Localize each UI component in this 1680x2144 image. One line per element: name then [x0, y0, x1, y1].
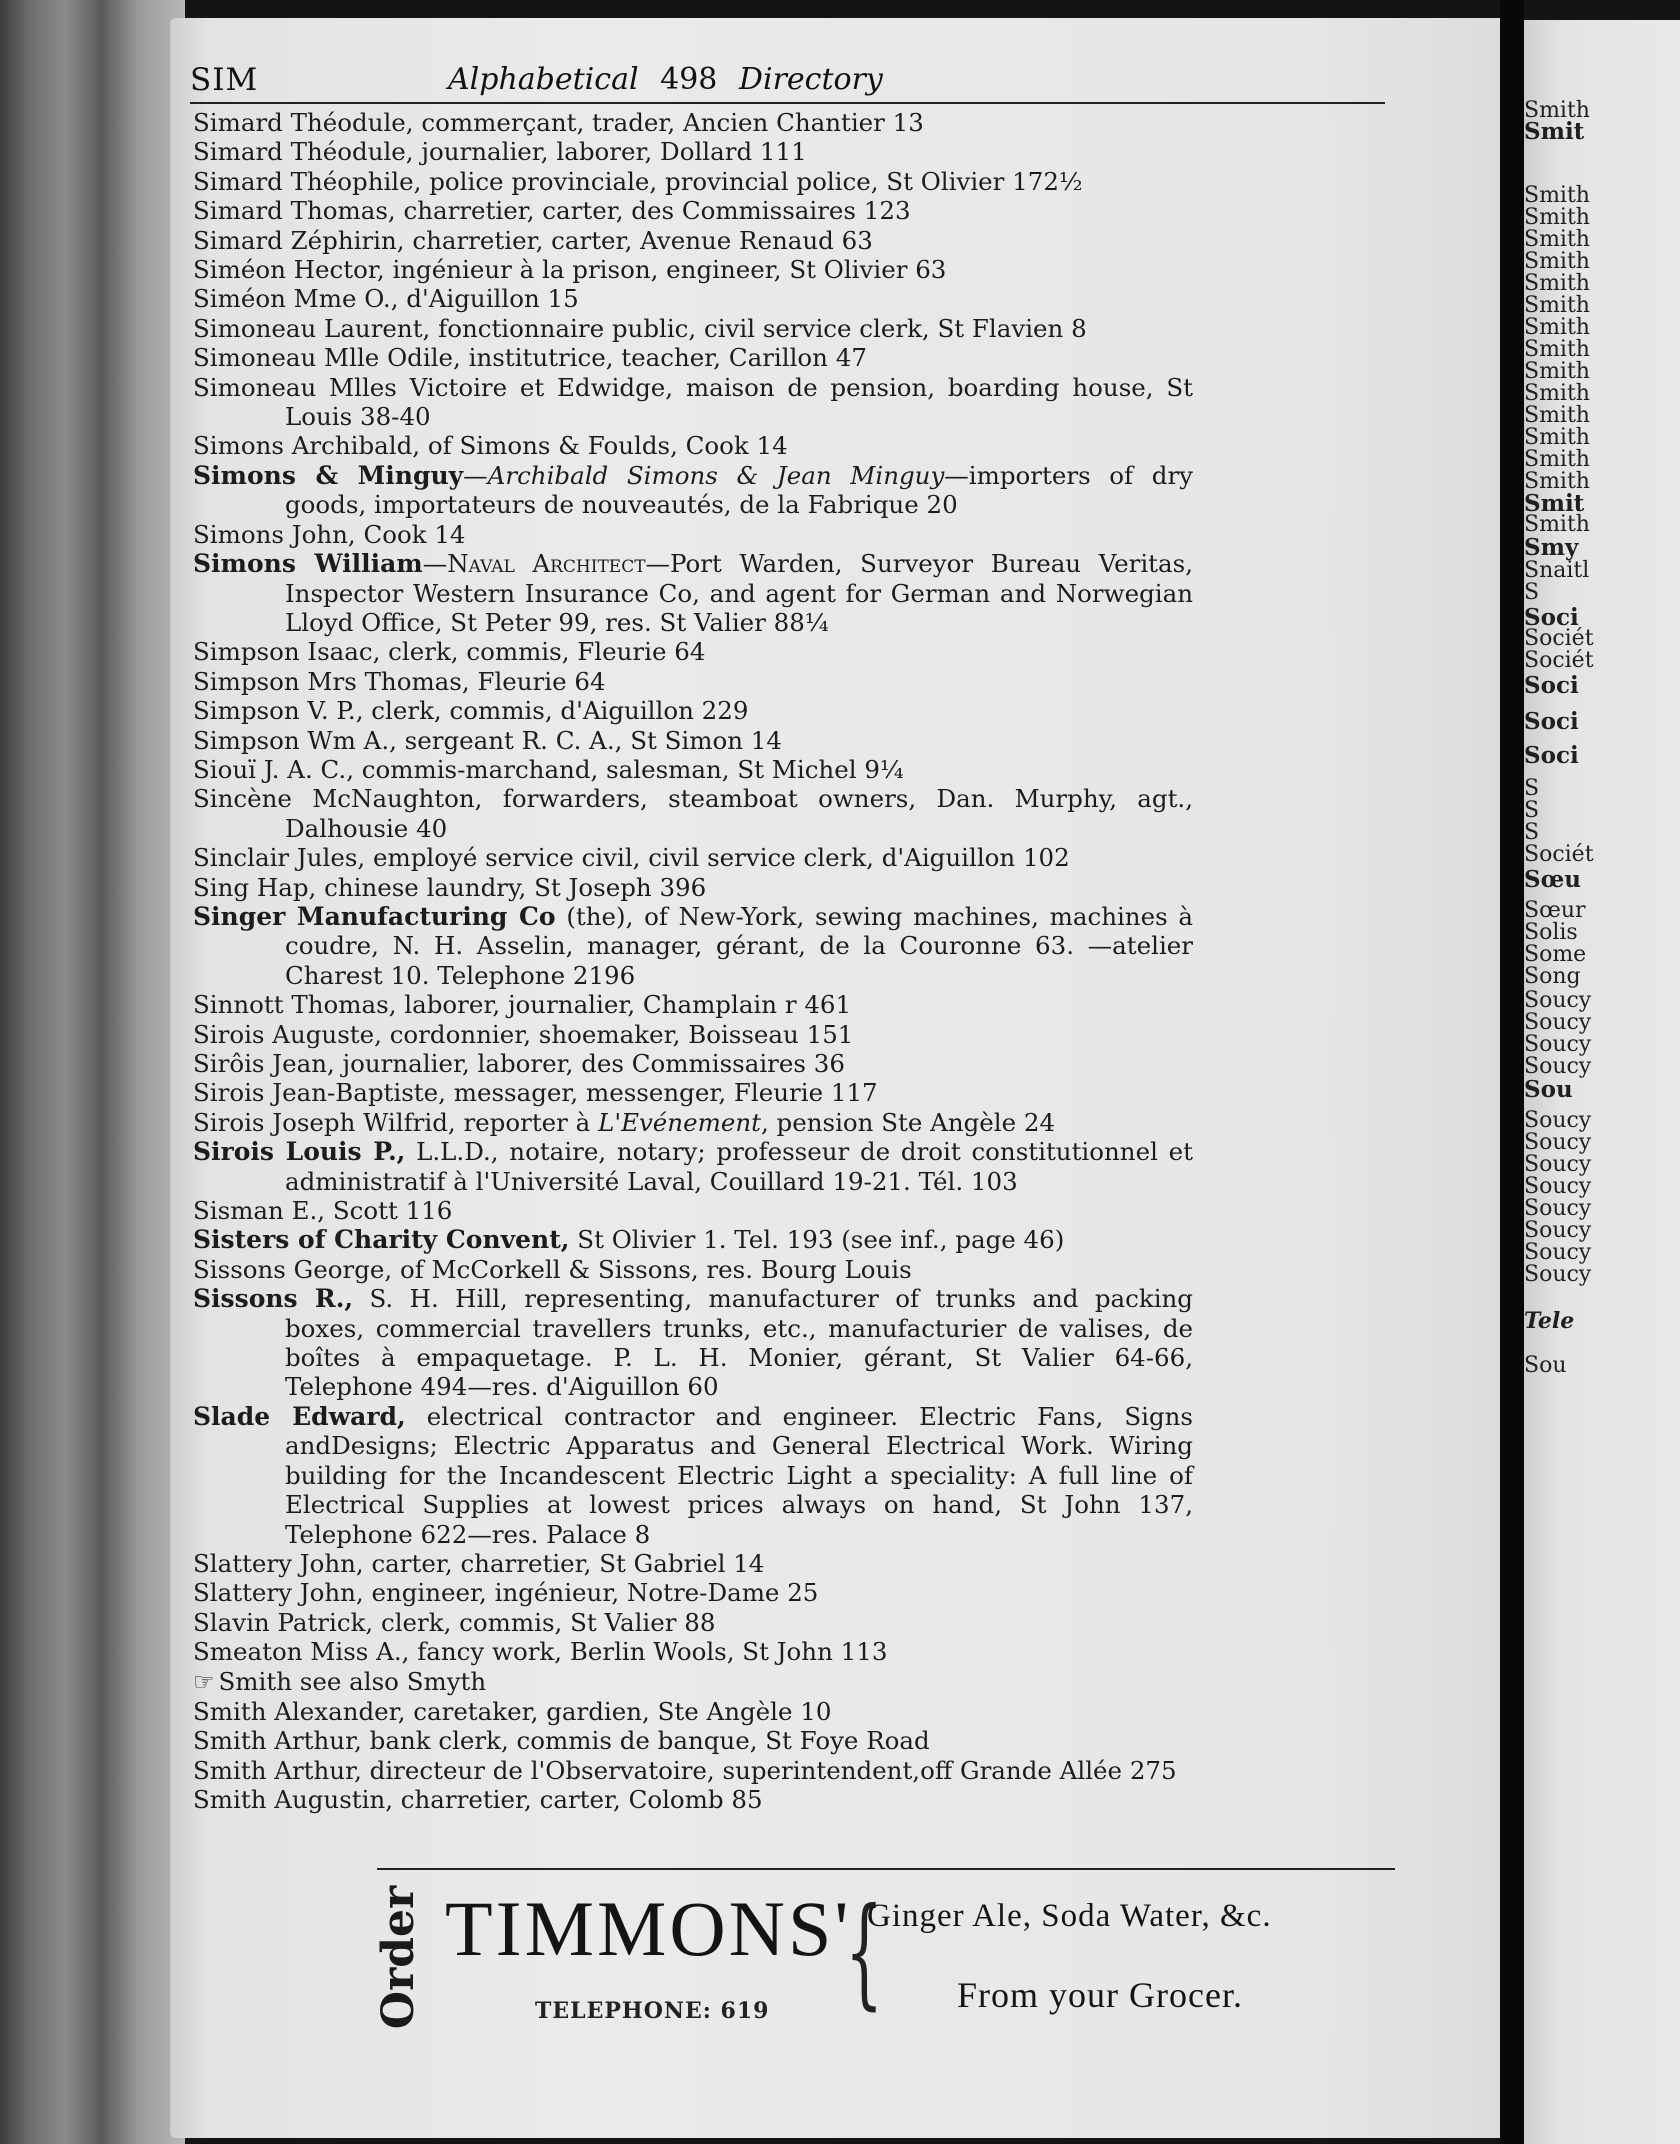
facing-page-fragment: Smith — [1524, 293, 1590, 318]
entry-text: Simons John, Cook 14 — [193, 519, 466, 549]
entry-text: Simons Archibald, of Simons & Foulds, Cook 14 — [193, 431, 788, 461]
directory-entry — [193, 1402, 1193, 1549]
ad-order-word: Order — [373, 1885, 425, 2029]
directory-entry — [193, 843, 1193, 872]
entry-text: Smith Arthur, directeur de l'Observatoire, superintendent,off Grande Allée 275 — [193, 1755, 1177, 1785]
facing-page-fragment: Soci — [1524, 742, 1579, 769]
facing-page-fragment: Sou — [1524, 1076, 1573, 1103]
entry-text: Sirois Auguste, cordonnier, shoemaker, Boisseau 151 — [193, 1019, 854, 1049]
entry-italic-text: L'Evénement — [598, 1107, 761, 1137]
facing-page-fragment: Soucy — [1524, 1108, 1592, 1133]
entry-text: , pension Ste Angèle 24 — [760, 1107, 1056, 1137]
entry-bold-name: Sisters of Charity Convent, — [193, 1225, 570, 1255]
entry-text: Simard Théodule, commerçant, trader, Ancien Chantier 13 — [193, 108, 924, 137]
facing-page-fragment: Smith — [1524, 227, 1590, 252]
directory-entry — [193, 1049, 1193, 1078]
entry-text: Port Warden, Surveyor Bureau Veritas, Inspector Western Insurance Co, and agent for German and Norwegian Lloyd Office, St Peter 99, res. St Valier 88¼ — [285, 549, 1193, 637]
entry-bold-name: Sirois Louis P., — [193, 1137, 406, 1167]
entry-text: Simpson Mrs Thomas, Fleurie 64 — [193, 666, 606, 696]
entry-bold-name: Sissons R., — [193, 1284, 354, 1314]
page-header — [190, 62, 1190, 102]
entry-text: Sisman E., Scott 116 — [193, 1196, 453, 1226]
facing-page-fragment: Soucy — [1524, 1054, 1592, 1079]
entry-text: importers of dry goods, importateurs de nouveautés, de la Fabrique 20 — [285, 460, 1193, 520]
entry-bold-name: Slade Edward, — [193, 1401, 406, 1431]
entry-text: Siméon Mme O., d'Aiguillon 15 — [193, 284, 579, 314]
running-title-left: Alphabetical — [448, 62, 639, 97]
page-gutter — [1500, 0, 1524, 2144]
entry-text: Simard Thomas, charretier, carter, des Commissaires 123 — [193, 196, 911, 226]
facing-page-fragment: Soci — [1524, 672, 1579, 699]
directory-entry — [193, 549, 1193, 637]
facing-page-fragment: S — [1524, 820, 1540, 845]
directory-entry — [193, 1785, 1193, 1814]
facing-page-fragment: Soucy — [1524, 1262, 1592, 1287]
entry-smallcaps-title: —Naval Architect— — [422, 549, 671, 579]
entry-text-lead: Sirois Joseph Wilfrid, reporter à — [193, 1107, 599, 1137]
book-binding-edge — [0, 0, 185, 2144]
facing-page-fragment: Soci — [1524, 604, 1579, 631]
facing-page-fragment: Sociét — [1524, 842, 1594, 867]
facing-page-fragment: Soucy — [1524, 1130, 1592, 1155]
facing-page-fragment: Smit — [1524, 118, 1585, 145]
entry-bold-name: Simons & Minguy — [193, 460, 464, 490]
directory-entry — [193, 226, 1193, 255]
facing-page-fragment: Smith — [1524, 425, 1590, 450]
facing-page-fragment: Sociét — [1524, 626, 1594, 651]
entry-text: St Olivier 1. Tel. 193 (see inf., page 46) — [569, 1225, 1065, 1255]
entry-text: electrical contractor and engineer. Electric Fans, Signs andDesigns; Electric Apparatus and General Electrical Work. Wiring building for the Incandescent Electric Light a speciality: A full line of Electrical Supplies at lowest prices always on hand, St John 137, Telephone 622—res. Palace 8 — [285, 1401, 1193, 1549]
directory-entry — [193, 284, 1193, 313]
facing-page-fragment: Smith — [1524, 98, 1590, 123]
entry-text: L.L.D., notaire, notary; professeur de droit constitutionnel et administratif à l'Université Laval, Couillard 19-21. Tél. 103 — [285, 1137, 1193, 1196]
ad-brand-name: TIMMONS' — [445, 1885, 852, 1972]
entry-bold-name: Simons William — [193, 549, 423, 579]
directory-entry — [193, 1726, 1193, 1755]
facing-page-fragment: Smith — [1524, 469, 1590, 494]
directory-entry — [193, 1578, 1193, 1607]
timmons-advertisement — [375, 1880, 1415, 2040]
page-number: 498 — [660, 62, 718, 97]
directory-entry — [193, 1756, 1193, 1785]
directory-entry — [193, 1196, 1193, 1225]
directory-entry — [193, 1637, 1193, 1666]
entry-text: Simoneau Mlle Odile, institutrice, teacher, Carillon 47 — [193, 343, 867, 373]
facing-page-fragment: Smith — [1524, 249, 1590, 274]
directory-entry — [193, 343, 1193, 372]
facing-page-fragment: Soci — [1524, 708, 1579, 735]
facing-page-fragment: Smith — [1524, 271, 1590, 296]
directory-entry — [193, 1549, 1193, 1578]
directory-entries — [193, 108, 1193, 1815]
facing-page-fragment: Smit — [1524, 490, 1585, 517]
directory-entry — [193, 667, 1193, 696]
entry-text: Sirois Jean-Baptiste, messager, messenger, Fleurie 117 — [193, 1078, 878, 1108]
entry-text: Simard Théodule, journalier, laborer, Dollard 111 — [193, 137, 807, 167]
directory-entry — [193, 520, 1193, 549]
entry-text: Siméon Hector, ingénieur à la prison, engineer, St Olivier 63 — [193, 255, 947, 285]
directory-entry — [193, 990, 1193, 1019]
directory-entry — [193, 196, 1193, 225]
entry-text: Simard Zéphirin, charretier, carter, Avenue Renaud 63 — [193, 225, 873, 255]
facing-page-fragment: Soucy — [1524, 1174, 1592, 1199]
directory-entry — [193, 431, 1193, 460]
facing-page-fragment: Smith — [1524, 315, 1590, 340]
running-title-right: Directory — [738, 62, 883, 97]
entry-text: Smith Arthur, bank clerk, commis de banque, St Foye Road — [193, 1726, 930, 1756]
facing-page-fragment: Soucy — [1524, 1010, 1592, 1035]
directory-entry — [193, 1255, 1193, 1284]
directory-entry — [193, 167, 1193, 196]
entry-text: Slattery John, carter, charretier, St Gabriel 14 — [193, 1548, 765, 1578]
ad-brace: { — [845, 1883, 884, 2022]
facing-page-fragment: Soucy — [1524, 1196, 1592, 1221]
facing-page-fragment: S — [1524, 580, 1540, 605]
advertisement-top-rule — [377, 1868, 1395, 1870]
facing-page-fragment: Some — [1524, 942, 1587, 967]
facing-page-fragment: Soucy — [1524, 988, 1592, 1013]
facing-page-fragment: S — [1524, 776, 1540, 801]
directory-entry — [193, 1078, 1193, 1107]
directory-entry — [193, 1667, 1193, 1697]
directory-entry — [193, 1020, 1193, 1049]
entry-text: Slavin Patrick, clerk, commis, St Valier 88 — [193, 1607, 716, 1637]
entry-text: Simpson Isaac, clerk, commis, Fleurie 64 — [193, 637, 706, 667]
entry-text: Sinclair Jules, employé service civil, civil service clerk, d'Aiguillon 102 — [193, 843, 1070, 873]
entry-text: Sinnott Thomas, laborer, journalier, Champlain r 461 — [193, 990, 852, 1020]
entry-text: Sirôis Jean, journalier, laborer, des Commissaires 36 — [193, 1049, 845, 1078]
ad-telephone: TELEPHONE: 619 — [535, 1998, 770, 2024]
facing-page-fragment: Smith — [1524, 381, 1590, 406]
pointing-hand-icon: ☞ — [193, 1667, 213, 1696]
directory-entry — [193, 1697, 1193, 1726]
facing-page-fragment: Sœur — [1524, 898, 1586, 923]
ad-order-word-box — [373, 1885, 425, 2029]
directory-entry — [193, 1137, 1193, 1196]
directory-entry — [193, 373, 1193, 432]
facing-page-fragment: Song — [1524, 964, 1581, 989]
entry-text: Simoneau Laurent, fonctionnaire public, civil service clerk, St Flavien 8 — [193, 313, 1087, 343]
directory-entry — [193, 1108, 1193, 1137]
entry-text: Simpson Wm A., sergeant R. C. A., St Simon 14 — [193, 725, 782, 755]
entry-text: Simoneau Mlles Victoire et Edwidge, maison de pension, boarding house, St Louis 38-40 — [193, 372, 1193, 432]
directory-entry — [193, 726, 1193, 755]
facing-page-fragment: Snaitl — [1524, 558, 1590, 583]
facing-page-fragment: Soucy — [1524, 1218, 1592, 1243]
entry-text: Sincène McNaughton, forwarders, steamboat owners, Dan. Murphy, agt., Dalhousie 40 — [193, 784, 1193, 843]
facing-page-fragment: Smy — [1524, 534, 1579, 561]
entry-text: Siouï J. A. C., commis-marchand, salesman, St Michel 9¼ — [193, 754, 904, 784]
facing-page-fragment: Solis — [1524, 920, 1578, 945]
facing-page-fragment: S — [1524, 798, 1540, 823]
entry-text: Simpson V. P., clerk, commis, d'Aiguillon 229 — [193, 696, 749, 726]
facing-page-fragment: Tele — [1524, 1308, 1575, 1334]
entry-text: Smeaton Miss A., fancy work, Berlin Wools, St John 113 — [193, 1637, 888, 1667]
facing-page-fragment: Sociét — [1524, 648, 1594, 673]
guide-word: SIM — [190, 62, 259, 98]
facing-page-fragment: Smith — [1524, 512, 1590, 537]
directory-entry — [193, 755, 1193, 784]
directory-entry — [193, 1225, 1193, 1254]
facing-page-fragment: Smith — [1524, 183, 1590, 208]
entry-text: Smith Alexander, caretaker, gardien, Ste Angèle 10 — [193, 1696, 832, 1726]
ad-availability-line: From your Grocer. — [957, 1975, 1243, 2015]
entry-text: Smith Augustin, charretier, carter, Colomb 85 — [193, 1785, 763, 1815]
directory-entry — [193, 314, 1193, 343]
facing-page-fragment: Smith — [1524, 403, 1590, 428]
facing-page-fragment: Soucy — [1524, 1032, 1592, 1057]
facing-page-edge — [1524, 20, 1680, 2144]
facing-page-fragment: Soucy — [1524, 1240, 1592, 1265]
facing-page-fragment: Smith — [1524, 447, 1590, 472]
directory-entry — [193, 637, 1193, 666]
entry-bold-name: Singer Manufacturing Co — [193, 901, 556, 931]
entry-text: Smith see also Smyth — [218, 1666, 487, 1696]
directory-entry — [193, 873, 1193, 902]
facing-page-fragment: Smith — [1524, 359, 1590, 384]
running-title — [448, 62, 883, 97]
directory-entry — [193, 108, 1193, 137]
directory-entry — [193, 1608, 1193, 1637]
entry-italic-text: —Archibald Simons & Jean Minguy— — [463, 460, 969, 490]
entry-text: Simard Théophile, police provinciale, provincial police, St Olivier 172½ — [193, 166, 1083, 196]
directory-entry — [193, 902, 1193, 990]
facing-page-fragment: Sœu — [1524, 866, 1581, 893]
entry-text: (the), of New-York, sewing machines, machines à coudre, N. H. Asselin, manager, gérant, de la Couronne 63. —atelier Charest 10. Telephone 2196 — [285, 901, 1193, 990]
directory-entry — [193, 1284, 1193, 1402]
directory-entry — [193, 696, 1193, 725]
directory-entry — [193, 784, 1193, 843]
header-rule — [190, 102, 1385, 104]
ad-product-line: Ginger Ale, Soda Water, &c. — [867, 1898, 1272, 1934]
facing-page-fragment: Smith — [1524, 205, 1590, 230]
entry-text: Slattery John, engineer, ingénieur, Notre-Dame 25 — [193, 1578, 819, 1608]
facing-page-fragment: Smith — [1524, 337, 1590, 362]
facing-page-fragment: Sou — [1524, 1353, 1567, 1378]
directory-entry — [193, 137, 1193, 166]
directory-entry — [193, 461, 1193, 520]
entry-text: S. H. Hill, representing, manufacturer of trunks and packing boxes, commercial travellers trunks, etc., manufacturier de valises, de boîtes à empaquetage. P. L. H. Monier, gérant, St Valier 64-66, Telephone 494—res. d'Aiguillon 60 — [285, 1284, 1193, 1402]
entry-text: Sing Hap, chinese laundry, St Joseph 396 — [193, 872, 707, 902]
facing-page-fragment: Soucy — [1524, 1152, 1592, 1177]
entry-text: Sissons George, of McCorkell & Sissons, res. Bourg Louis — [193, 1254, 912, 1284]
directory-entry — [193, 255, 1193, 284]
